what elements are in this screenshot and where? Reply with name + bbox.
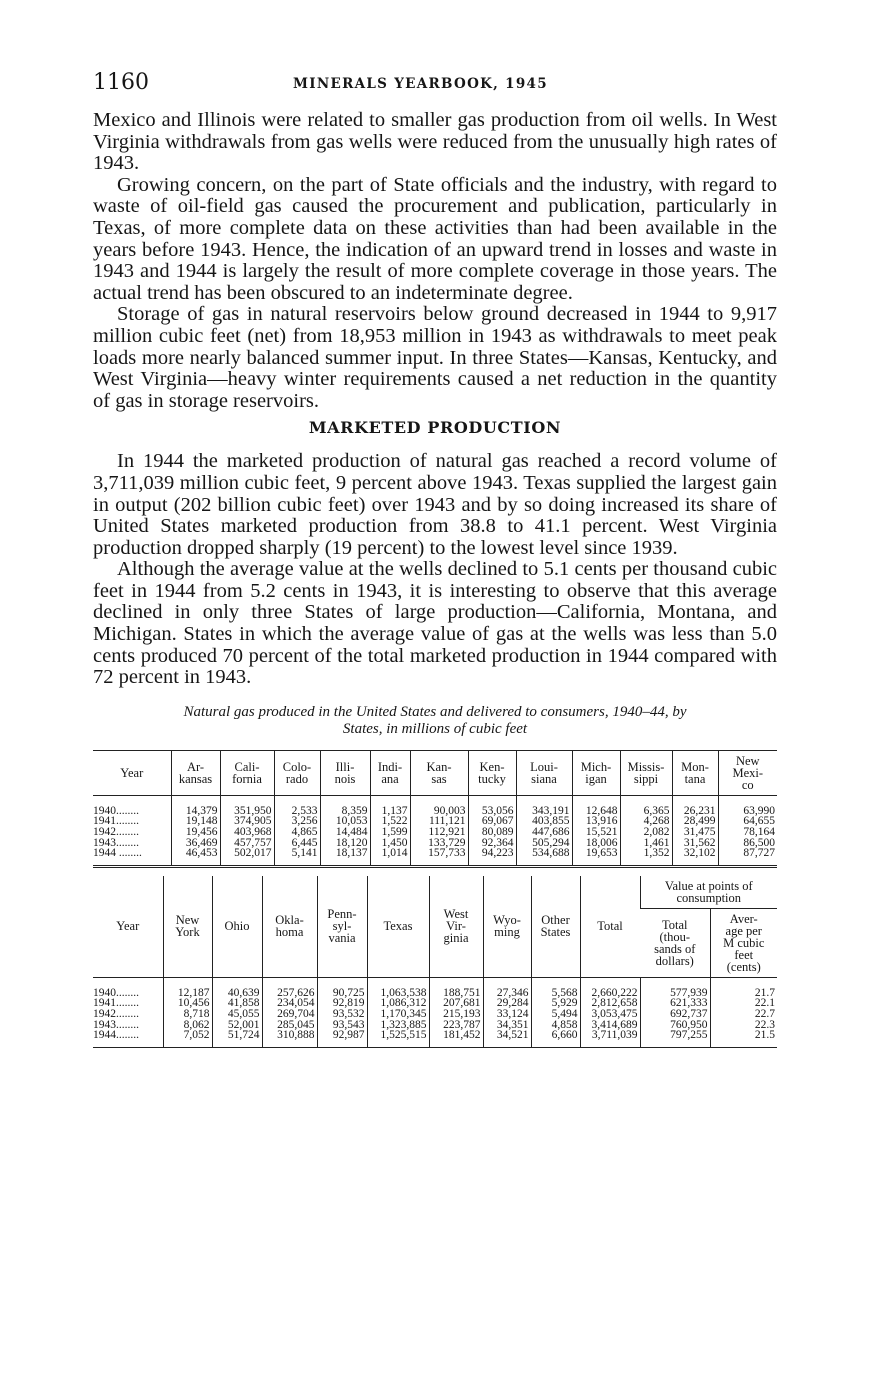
table-cell: 1,137 [370, 795, 410, 816]
table-cell: 32,102 [672, 848, 718, 866]
column-header: New York [163, 876, 212, 978]
table-cell: 181,452 [429, 1030, 483, 1047]
table-cell: 2,082 [620, 827, 672, 838]
row-year: 1941........ [93, 997, 139, 1010]
page-number: 1160 [93, 70, 149, 95]
table-cell: 93,543 [317, 1020, 367, 1031]
table-cell: 1,352 [620, 848, 672, 866]
table-cell: 12,187 [163, 977, 212, 998]
table-cell: 285,045 [262, 1020, 317, 1031]
table-cell: 33,124 [483, 1009, 531, 1020]
table-cell: 46,453 [171, 848, 220, 866]
table-cell: 3,414,689 [580, 1020, 640, 1031]
table-cell: 4,268 [620, 816, 672, 827]
table-cell: 31,475 [672, 827, 718, 838]
table-cell: 92,987 [317, 1030, 367, 1047]
table-cell: 10,456 [163, 998, 212, 1009]
table-cell: 2,812,658 [580, 998, 640, 1009]
row-year: 1943........ [93, 1018, 139, 1031]
table-cell: 5,568 [531, 977, 580, 998]
column-header: Mon- tana [672, 750, 718, 795]
table-cell: 64,655 [718, 816, 777, 827]
column-header: Texas [367, 876, 429, 978]
row-year: 1944 ........ [93, 847, 142, 860]
paragraph: Although the average value at the wells declined to 5.1 cents per thousand cubic feet in 1944 from 5.2 cents in 1943, it is interesting to observe that this average declined in only three States of large production—California, Montana, and Michigan. States in which the average value of gas at the wells was less than 5.0 cents produced 70 percent of the total marketed production in 1944 compared with 72 percent in 1943. [93, 558, 777, 689]
table-cell: 31,562 [672, 838, 718, 849]
table-cell: 1,461 [620, 838, 672, 849]
column-header: Loui- siana [516, 750, 572, 795]
column-group-header: Value at points of consumption [640, 876, 777, 909]
table-cell: 2,660,222 [580, 977, 640, 998]
table-cell: 34,351 [483, 1020, 531, 1031]
column-header: Ken- tucky [468, 750, 516, 795]
table-cell: 69,067 [468, 816, 516, 827]
table-cell: 21.7 [710, 977, 777, 998]
table-cell: 22.1 [710, 998, 777, 1009]
table-cell: 1,522 [370, 816, 410, 827]
column-header: Kan- sas [410, 750, 468, 795]
table-cell: 505,294 [516, 838, 572, 849]
table-cell: 269,704 [262, 1009, 317, 1020]
column-header: Ar- kansas [171, 750, 220, 795]
table-cell: 41,858 [212, 998, 262, 1009]
table-cell: 1,323,885 [367, 1020, 429, 1031]
table-cell: 78,164 [718, 827, 777, 838]
table-cell: 80,089 [468, 827, 516, 838]
row-year: 1942........ [93, 826, 139, 839]
column-header: Ohio [212, 876, 262, 978]
table-cell: 457,757 [220, 838, 274, 849]
table-cell: 13,916 [572, 816, 620, 827]
table-cell: 90,003 [410, 795, 468, 816]
table-row [93, 1009, 777, 1020]
table-cell: 51,724 [212, 1030, 262, 1047]
table-cell: 90,725 [317, 977, 367, 998]
table-cell: 403,968 [220, 827, 274, 838]
table-cell: 692,737 [640, 1009, 710, 1020]
table-cell: 1,063,538 [367, 977, 429, 998]
table-cell: 112,921 [410, 827, 468, 838]
column-header: Missis- sippi [620, 750, 672, 795]
production-table-2 [93, 876, 777, 1048]
column-header: Total (thou- sands of dollars) [640, 908, 710, 977]
table-cell: 40,639 [212, 977, 262, 998]
table-cell: 6,365 [620, 795, 672, 816]
row-year: 1943........ [93, 836, 139, 849]
table-cell: 577,939 [640, 977, 710, 998]
table-cell: 12,648 [572, 795, 620, 816]
column-header: Okla- homa [262, 876, 317, 978]
table-row [93, 1030, 777, 1047]
paragraph: Mexico and Illinois were related to smaller gas production from oil wells. In West Virginia withdrawals from gas wells were reduced from the unusually high rates of 1943. [93, 109, 777, 175]
table-cell: 52,001 [212, 1020, 262, 1031]
table-cell: 1,014 [370, 848, 410, 866]
table-cell: 45,055 [212, 1009, 262, 1020]
table-cell: 36,469 [171, 838, 220, 849]
column-header: Aver- age per M cubic feet (cents) [710, 908, 777, 977]
table-caption [93, 704, 777, 738]
table-cell: 5,141 [274, 848, 320, 866]
table-cell: 63,990 [718, 795, 777, 816]
paragraph: In 1944 the marketed production of natural gas reached a record volume of 3,711,039 million cubic feet, 9 percent above 1943. Texas supplied the largest gain in output (202 billion cubic feet) over 1943 and by so doing increased its share of United States marketed production from 38.8 to 41.1 percent. West Virginia production dropped sharply (19 percent) to the lowest level since 1939. [93, 450, 777, 559]
table-cell: 6,660 [531, 1030, 580, 1047]
column-header: New Mexi- co [718, 750, 777, 795]
paragraph: Storage of gas in natural reservoirs below ground decreased in 1944 to 9,917 million cubic feet (net) from 18,953 million in 1943 as withdrawals to meet peak loads more nearly balanced summer input. In three States—Kansas, Kentucky, and West Virginia—heavy winter requirements caused a net reduction in the quantity of gas in storage reservoirs. [93, 303, 777, 412]
table-cell: 8,718 [163, 1009, 212, 1020]
column-header: Year [93, 876, 163, 978]
table-row [93, 795, 777, 816]
table-cell: 403,855 [516, 816, 572, 827]
table-cell: 29,284 [483, 998, 531, 1009]
table-cell: 234,054 [262, 998, 317, 1009]
table-cell: 621,333 [640, 998, 710, 1009]
table-caption-line: States, in millions of cubic feet [342, 720, 528, 737]
table-cell: 94,223 [468, 848, 516, 866]
table-cell: 111,121 [410, 816, 468, 827]
column-header: Mich- igan [572, 750, 620, 795]
column-header: Colo- rado [274, 750, 320, 795]
body-text-top [93, 110, 777, 412]
column-header: Indi- ana [370, 750, 410, 795]
table-cell: 257,626 [262, 977, 317, 998]
table-cell: 1,086,312 [367, 998, 429, 1009]
table-cell: 18,120 [320, 838, 370, 849]
table-cell: 133,729 [410, 838, 468, 849]
table-cell: 351,950 [220, 795, 274, 816]
table-cell: 1,525,515 [367, 1030, 429, 1047]
table-cell: 18,006 [572, 838, 620, 849]
table-caption-line: Natural gas produced in the United States and delivered to consumers, 1940–44, by [183, 703, 687, 720]
table-cell: 343,191 [516, 795, 572, 816]
table-cell: 27,346 [483, 977, 531, 998]
running-head: MINERALS YEARBOOK, 1945 [293, 76, 548, 92]
table-cell: 188,751 [429, 977, 483, 998]
table-cell: 502,017 [220, 848, 274, 866]
document-page [93, 70, 777, 1048]
table-cell: 4,858 [531, 1020, 580, 1031]
column-header: Cali- fornia [220, 750, 274, 795]
table-cell: 1,599 [370, 827, 410, 838]
table-cell: 6,445 [274, 838, 320, 849]
table-row [93, 977, 777, 998]
table-cell: 1,170,345 [367, 1009, 429, 1020]
table-cell: 21.5 [710, 1030, 777, 1047]
table-cell: 8,359 [320, 795, 370, 816]
column-header: Total [580, 876, 640, 978]
table-cell: 310,888 [262, 1030, 317, 1047]
table-cell: 92,819 [317, 998, 367, 1009]
table-cell: 447,686 [516, 827, 572, 838]
table-cell: 22.7 [710, 1009, 777, 1020]
row-year: 1942........ [93, 1008, 139, 1020]
table-row [93, 848, 777, 866]
table-cell: 15,521 [572, 827, 620, 838]
table-cell: 22.3 [710, 1020, 777, 1031]
section-title: MARKETED PRODUCTION [308, 418, 562, 438]
table-cell: 19,148 [171, 816, 220, 827]
table-cell: 3,053,475 [580, 1009, 640, 1020]
table-cell: 18,137 [320, 848, 370, 866]
table-cell: 14,484 [320, 827, 370, 838]
page-header [93, 70, 777, 110]
table-cell: 93,532 [317, 1009, 367, 1020]
row-year: 1941........ [93, 815, 139, 828]
table-cell: 374,905 [220, 816, 274, 827]
table-cell: 19,456 [171, 827, 220, 838]
table-cell: 1,450 [370, 838, 410, 849]
table-cell: 92,364 [468, 838, 516, 849]
table-cell: 8,062 [163, 1020, 212, 1031]
table-cell: 34,521 [483, 1030, 531, 1047]
row-year: 1944........ [93, 1029, 139, 1042]
table-cell: 223,787 [429, 1020, 483, 1031]
table-cell: 157,733 [410, 848, 468, 866]
body-text-bottom [93, 451, 777, 689]
table-cell: 7,052 [163, 1030, 212, 1047]
row-year: 1940........ [93, 804, 139, 817]
table-cell: 3,711,039 [580, 1030, 640, 1047]
table-cell: 797,255 [640, 1030, 710, 1047]
table-cell: 14,379 [171, 795, 220, 816]
production-table-1 [93, 750, 777, 868]
table-cell: 87,727 [718, 848, 777, 866]
row-year: 1940........ [93, 986, 139, 999]
table-cell: 53,056 [468, 795, 516, 816]
table-cell: 19,653 [572, 848, 620, 866]
table-cell: 28,499 [672, 816, 718, 827]
table-cell: 5,494 [531, 1009, 580, 1020]
table-cell: 86,500 [718, 838, 777, 849]
table-cell: 10,053 [320, 816, 370, 827]
column-header: Wyo- ming [483, 876, 531, 978]
table-cell: 2,533 [274, 795, 320, 816]
table-cell: 4,865 [274, 827, 320, 838]
table-cell: 215,193 [429, 1009, 483, 1020]
column-header: Other States [531, 876, 580, 978]
table-cell: 760,950 [640, 1020, 710, 1031]
column-header: Year [93, 750, 171, 795]
column-header: Penn- syl- vania [317, 876, 367, 978]
table-cell: 534,688 [516, 848, 572, 866]
table-cell: 26,231 [672, 795, 718, 816]
column-header: West Vir- ginia [429, 876, 483, 978]
table-cell: 207,681 [429, 998, 483, 1009]
table-cell: 5,929 [531, 998, 580, 1009]
column-header: Illi- nois [320, 750, 370, 795]
table-cell: 3,256 [274, 816, 320, 827]
paragraph: Growing concern, on the part of State officials and the industry, with regard to waste of oil-field gas caused the procurement and publication, particularly in Texas, of more complete data on these activities than had been available in the years before 1943. Hence, the indication of an upward trend in losses and waste in 1943 and 1944 is largely the result of more complete coverage in those years. The actual trend has been obscured to an indeterminate degree. [93, 173, 777, 304]
